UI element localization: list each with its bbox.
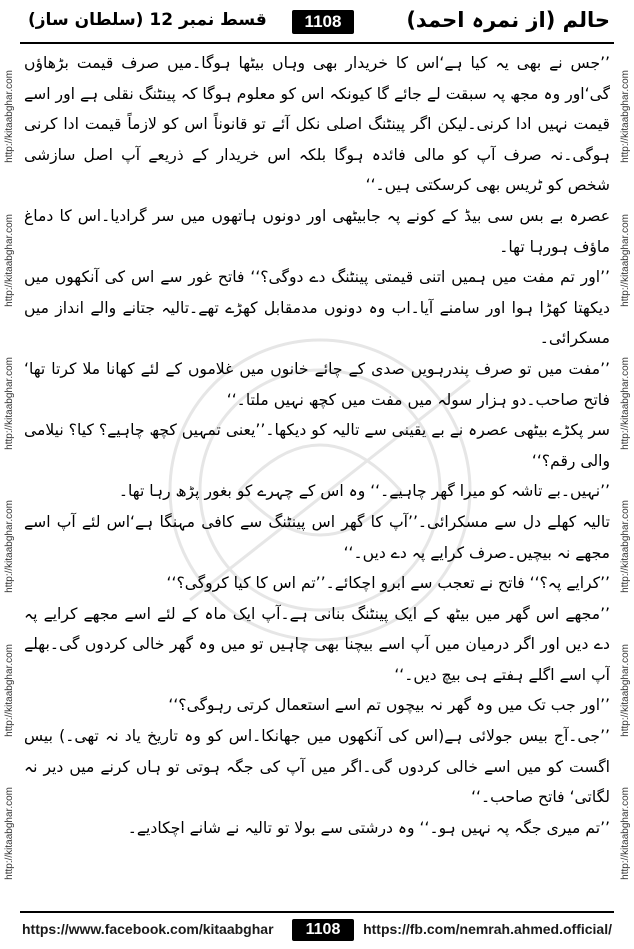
page-footer: [20, 911, 614, 943]
paragraph: تالیہ کھلے دل سے مسکرائی۔’’آپ کا گھر اس پینٹنگ سے کافی مہنگا ہے‘اس لئے آپ اسے مجھے نہ بیچیں۔صرف کرایے پہ دے دیں۔‘‘: [24, 512, 610, 562]
paragraph: ’’اور جب تک میں وہ گھر نہ بیچوں تم اسے استعمال کرتی رہوگی؟‘‘: [168, 696, 610, 715]
header-page-number: 1108: [292, 10, 354, 34]
paragraph: ’’مفت میں تو صرف پندرہویں صدی کے چائے خانوں میں غلاموں کے لئے کھانا ملا کرتا تھا‘ فاتح صاحب۔دو ہزار سولہ میں مفت میں کچھ نہیں ملتا۔‘‘: [24, 359, 610, 409]
paragraph: عصرہ بے بس سی بیڈ کے کونے پہ جابیٹھی اور دونوں ہاتھوں میں سر گرادیا۔اس کا دماغ ماؤف ہورہا تھا۔: [24, 206, 610, 256]
side-watermark-url: http://kitaabghar.com: [619, 643, 631, 737]
side-watermark-url: http://kitaabghar.com: [619, 500, 631, 594]
side-watermark-url: http://kitaabghar.com: [3, 500, 15, 594]
paragraph: ’’اور تم مفت میں ہمیں اتنی قیمتی پینٹنگ دے دوگی؟‘‘ فاتح غور سے اس کی آنکھوں میں دیکھتا کھڑا ہوا اور سامنے آیا۔اب وہ دونوں مدمقابل کھڑے تھے۔تالیہ جتانے والے انداز میں مسکرائی۔: [24, 268, 610, 348]
paragraph: ’’کرایے پہ؟‘‘ فاتح نے تعجب سے ابرو اچکائے۔’’تم اس کا کیا کروگی؟‘‘: [166, 574, 610, 593]
side-watermark-url: http://kitaabghar.com: [3, 643, 15, 737]
paragraph: سر پکڑے بیٹھی عصرہ نے بے یقینی سے تالیہ کو دیکھا۔’’یعنی تمہیں کچھ چاہیے؟ کیا؟ نیلامی والی رقم؟‘‘: [24, 421, 610, 470]
facebook-author-link[interactable]: https://fb.com/nemrah.ahmed.official/: [363, 921, 612, 937]
episode-label: قسط نمبر 12 (سلطان ساز): [28, 10, 267, 30]
page-header: [20, 6, 614, 44]
side-watermark-url: http://kitaabghar.com: [619, 356, 631, 450]
side-watermark-url: http://kitaabghar.com: [3, 786, 15, 880]
paragraph: ’’مجھے اس گھر میں بیٹھ کے ایک پینٹنگ بنانی ہے۔آپ ایک ماہ کے لئے اسے مجھے کرایے پہ دے دیں اور اگر درمیان میں آپ اسے بیچنا بھی چاہیں تو میں وہ گھر خالی کردوں گی۔بھلے آپ اسے اگلے ہفتے ہی بیچ دیں۔‘‘: [24, 604, 610, 684]
side-watermark-url: http://kitaabghar.com: [619, 786, 631, 880]
story-text: [24, 48, 610, 904]
side-watermark-url: http://kitaabghar.com: [3, 356, 15, 450]
right-margin-watermark: [617, 45, 633, 905]
paragraph: ’’نہیں۔بے تاشہ کو میرا گھر چاہیے۔‘‘ وہ اس کے چہرے کو بغور پڑھ رہا تھا۔: [118, 482, 610, 501]
novel-title: حالم (از نمرہ احمد): [406, 8, 610, 32]
side-watermark-url: http://kitaabghar.com: [619, 70, 631, 164]
side-watermark-url: http://kitaabghar.com: [619, 213, 631, 307]
side-watermark-url: http://kitaabghar.com: [3, 213, 15, 307]
facebook-kitaabghar-link[interactable]: https://www.facebook.com/kitaabghar: [22, 921, 274, 937]
side-watermark-url: http://kitaabghar.com: [3, 70, 15, 164]
paragraph: ’’تم میری جگہ پہ نہیں ہو۔‘‘ وہ درشتی سے بولا تو تالیہ نے شانے اچکادیے۔: [127, 818, 610, 837]
paragraph: ’’جس نے بھی یہ کیا ہے‘اس کا خریدار بھی وہاں بیٹھا ہوگا۔میں صرف قیمت بڑھاؤں گی‘اور وہ مجھ پہ سبقت لے جائے گا کیونکہ اس کو معلوم ہوگا کہ پینٹنگ نقلی ہے اور اسے قیمت نہیں ادا کرنی۔لیکن اگر پینٹنگ اصلی نکل آئے تو قانوناً اس کو لازماً قیمت ادا کرنی ہوگی۔نہ صرف آپ کو مالی فائدہ ہوگا بلکہ اس خریدار کے ذریعے آپ اصل سازشی شخص کو ٹریس بھی کرسکتی ہیں۔‘‘: [24, 54, 610, 195]
paragraph: ’’جی۔آج بیس جولائی ہے(اس کی آنکھوں میں جھانکا۔اس کو وہ تاریخ یاد نہ تھی۔) بیس اگست کو میں اسے خالی کردوں گی۔اگر میں آپ کی جگہ ہوتی تو ہاں کرنے میں دیر نہ لگاتی‘ فاتح صاحب۔‘‘: [24, 727, 610, 807]
footer-page-number: 1108: [292, 919, 354, 941]
left-margin-watermark: [1, 45, 17, 905]
